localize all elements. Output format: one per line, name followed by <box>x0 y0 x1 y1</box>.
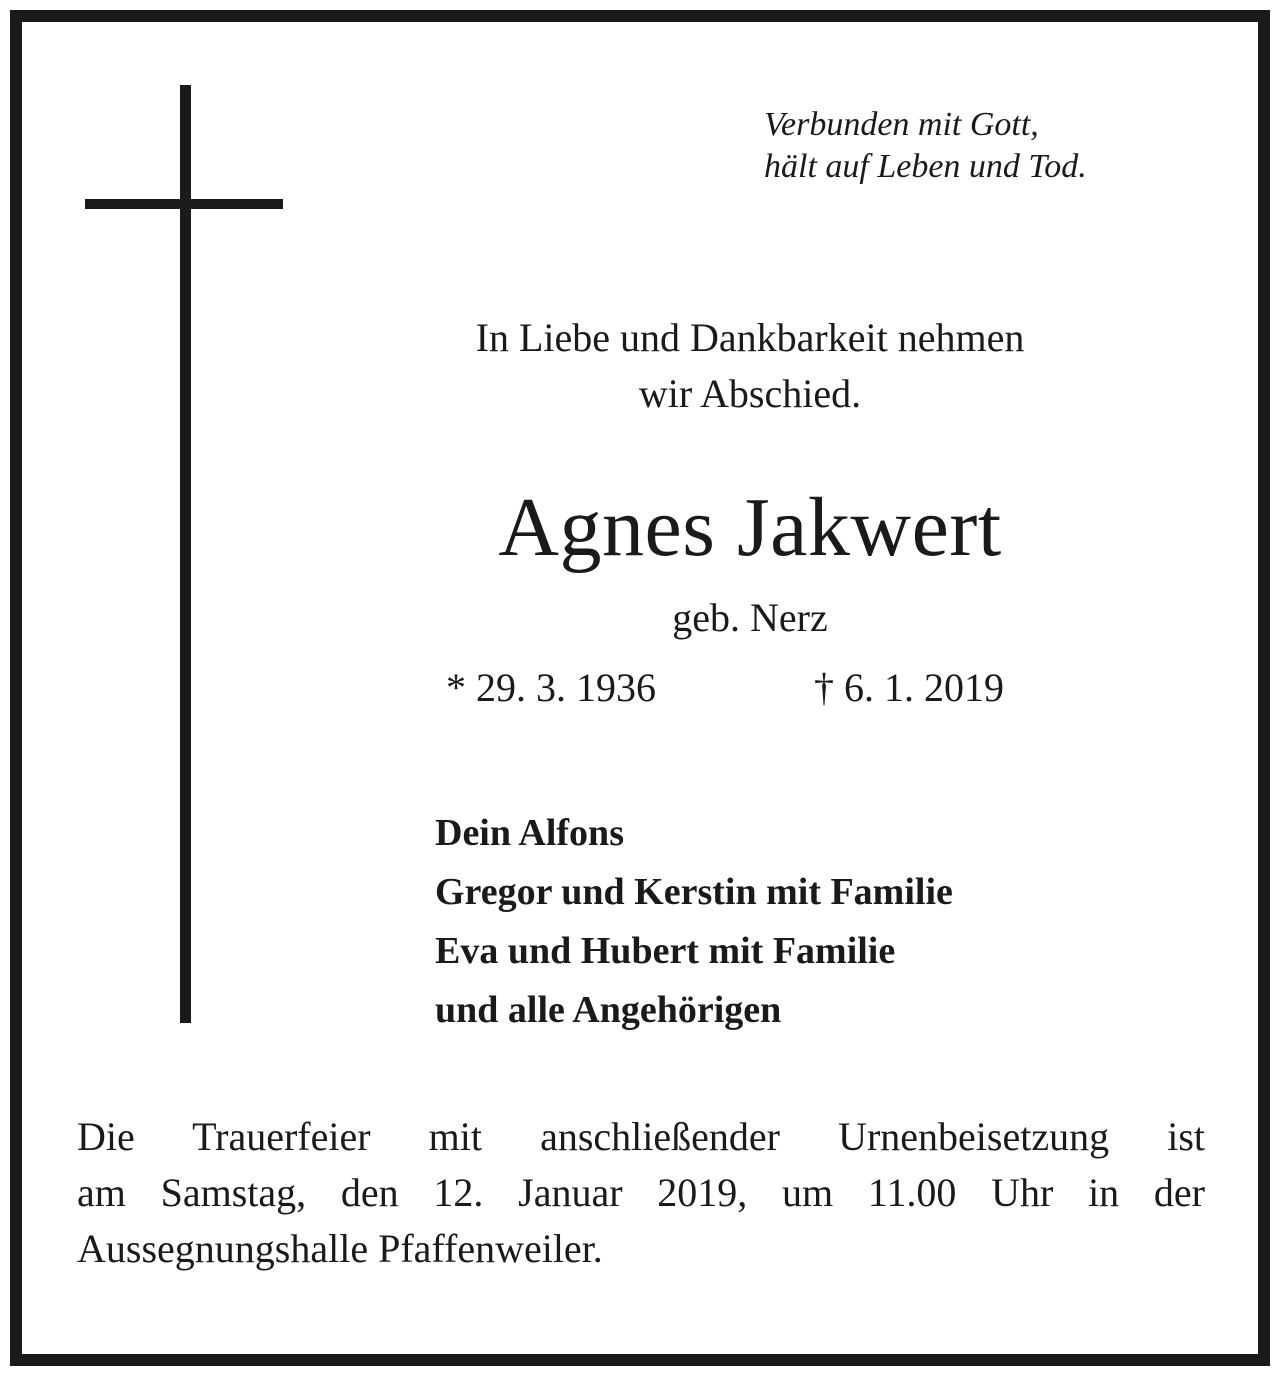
intro-line-1: In Liebe und Dankbarkeit nehmen <box>475 315 1025 360</box>
ceremony-notice <box>77 1109 1205 1277</box>
ceremony-line-1: Die Trauerfeier mit anschließender Urnenbeisetzung ist <box>77 1114 1205 1159</box>
death-date: † 6. 1. 2019 <box>814 665 1004 710</box>
ceremony-line-2: am Samstag, den 12. Januar 2019, um 11.00 Uhr in der <box>77 1170 1205 1215</box>
motto-line-1: Verbunden mit Gott, <box>764 106 1039 143</box>
birth-date: * 29. 3. 1936 <box>446 665 656 710</box>
deceased-name: Agnes Jakwert <box>498 481 1002 574</box>
intro-text <box>360 310 1140 422</box>
intro-line-2: wir Abschied. <box>638 371 862 416</box>
motto-verse <box>764 104 1087 188</box>
mourner-line: Eva und Hubert mit Familie <box>435 930 896 972</box>
cross-icon-crossbar <box>85 199 283 209</box>
mourner-line: Gregor und Kerstin mit Familie <box>435 871 953 913</box>
motto-line-2: hält auf Leben und Tod. <box>764 148 1087 185</box>
mourner-line: und alle Angehörigen <box>435 989 782 1031</box>
cross-icon <box>180 85 191 1023</box>
ceremony-line-3: Aussegnungshalle Pfaffenweiler. <box>77 1226 603 1271</box>
mourners-list <box>435 804 953 1040</box>
maiden-name: geb. Nerz <box>672 595 828 640</box>
mourner-line: Dein Alfons <box>435 812 624 854</box>
